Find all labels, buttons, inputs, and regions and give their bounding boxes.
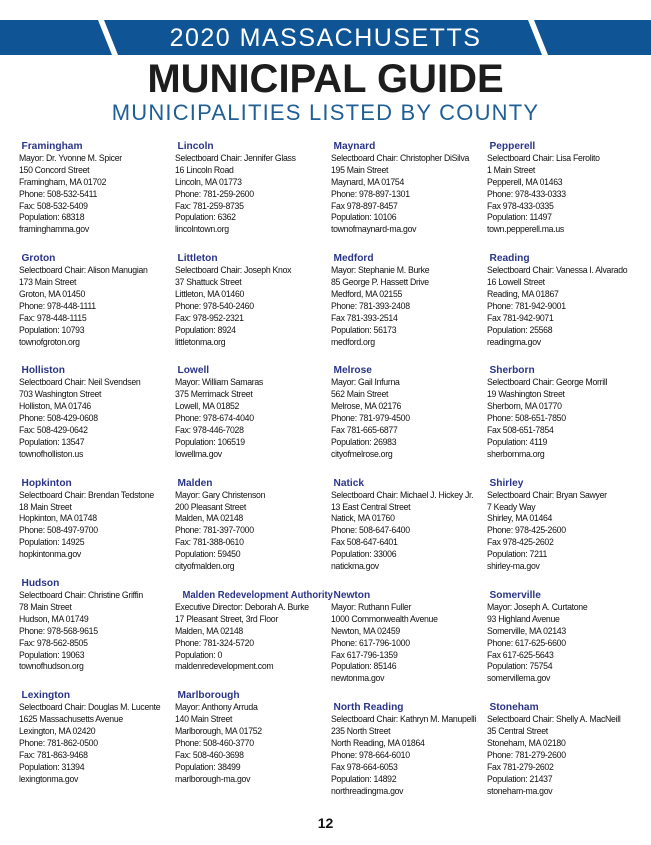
contact-line: Phone: 978-540-2460: [175, 300, 254, 311]
municipality-entry: [487, 364, 642, 460]
directory-column: [175, 140, 333, 802]
contact-line: Phone: 978-897-1301: [331, 188, 410, 199]
contact-line: 1000 Commonwealth Avenue: [331, 613, 438, 624]
municipality-entry: [175, 364, 330, 460]
contact-line: Population: 75754: [487, 661, 553, 672]
contact-line: Fax 617-796-1359: [331, 649, 398, 660]
municipality-name: Lincoln: [177, 140, 214, 152]
contact-line: Fax: 508-429-0642: [19, 425, 88, 436]
contact-line: Phone: 978-674-4040: [175, 413, 254, 424]
contact-line: Phone: 508-460-3770: [175, 737, 254, 748]
contact-line: Population: 13547: [19, 436, 85, 447]
contact-line: Fax: 508-532-5409: [19, 200, 88, 211]
website-text: shirley-ma.gov: [487, 561, 540, 572]
contact-line: Executive Director: Deborah A. Burke: [175, 601, 309, 612]
contact-line: 85 George P. Hassett Drive: [331, 277, 429, 288]
contact-line: Selectboard Chair: Douglas M. Lucente: [19, 702, 161, 713]
contact-line: Maynard, MA 01754: [331, 176, 405, 187]
contact-line: 200 Pleasant Street: [175, 501, 246, 512]
contact-line: Population: 14925: [19, 537, 85, 548]
municipality-entry: [19, 252, 174, 348]
contact-line: Population: 56173: [331, 324, 397, 335]
contact-line: Population: 14892: [331, 773, 397, 784]
municipality-name: Natick: [333, 476, 364, 489]
municipality-entry: [487, 252, 642, 348]
contact-line: 375 Merrimack Street: [175, 389, 253, 400]
contact-line: Hopkinton, MA 01748: [19, 513, 97, 524]
contact-line: Mayor: Joseph A. Curtatone: [487, 601, 588, 612]
website-text: lincolntown.org: [175, 224, 229, 235]
contact-line: 35 Central Street: [487, 726, 548, 737]
website-text: hopkintonma.gov: [19, 549, 81, 560]
website-text: sherbornma.org: [487, 448, 545, 459]
municipality-name: Framingham: [21, 140, 83, 152]
contact-line: Population: 7211: [487, 549, 548, 560]
website-text: lowellma.gov: [175, 448, 222, 459]
contact-line: Fax: 781-388-0610: [175, 537, 244, 548]
page-title: MUNICIPAL GUIDE: [147, 57, 504, 101]
contact-line: Phone: 978-448-1111: [19, 300, 96, 311]
contact-line: Mayor: Gary Christenson: [175, 489, 266, 500]
contact-line: 16 Lincoln Road: [175, 164, 234, 175]
municipality-entry: [175, 477, 330, 573]
contact-line: Phone: 508-532-5411: [19, 188, 98, 199]
contact-line: 13 East Central Street: [331, 501, 411, 512]
contact-line: Selectboard Chair: Vanessa I. Alvarado: [487, 265, 628, 276]
contact-line: Reading, MA 01867: [487, 289, 559, 300]
contact-line: Phone: 978-425-2600: [487, 525, 566, 536]
contact-line: Littleton, MA 01460: [175, 289, 245, 300]
contact-line: 7 Keady Way: [487, 501, 536, 512]
municipality-entry: [331, 364, 486, 460]
contact-line: 195 Main Street: [331, 164, 389, 175]
website-text: cityofmelrose.org: [331, 448, 393, 459]
contact-line: Medford, MA 02155: [331, 289, 403, 300]
contact-line: Phone: 617-625-6600: [487, 637, 566, 648]
contact-line: Population: 10793: [19, 324, 85, 335]
website-text: townofhudson.org: [19, 661, 84, 672]
contact-line: Population: 10106: [331, 212, 397, 223]
website-text: marlborough-ma.gov: [175, 773, 251, 784]
contact-line: 16 Lowell Street: [487, 277, 545, 288]
contact-line: Lowell, MA 01852: [175, 401, 240, 412]
contact-line: Lincoln, MA 01773: [175, 176, 242, 187]
website-text: natickma.gov: [331, 561, 379, 572]
contact-line: Selectboard Chair: Michael J. Hickey Jr.: [331, 489, 474, 500]
contact-line: Fax: 978-952-2321: [175, 312, 244, 323]
municipality-name: Hudson: [21, 577, 60, 590]
municipality-entry: [487, 140, 642, 236]
municipality-name: Hopkinton: [21, 476, 72, 489]
contact-line: Fax 781-942-9071: [487, 312, 554, 323]
contact-line: Fax: 781-259-8735: [175, 200, 244, 211]
contact-line: Population: 33006: [331, 549, 397, 560]
contact-line: Phone: 978-664-6010: [331, 749, 410, 760]
municipality-entry: [175, 252, 330, 348]
municipality-name: Stoneham: [489, 701, 539, 714]
municipality-name: Newton: [333, 588, 371, 601]
contact-line: Phone: 617-796-1000: [331, 637, 410, 648]
website-text: town.pepperell.ma.us: [487, 224, 564, 235]
header-banner: [0, 20, 651, 55]
contact-line: Selectboard Chair: Christopher DiSilva: [331, 153, 470, 163]
website-text: medford.org: [331, 336, 375, 347]
website-text: townofholliston.us: [19, 448, 84, 459]
page-subtitle: MUNICIPALITIES LISTED BY COUNTY: [111, 100, 540, 125]
municipality-name: Medford: [333, 252, 374, 265]
municipality-entry: [331, 477, 486, 573]
contact-line: Groton, MA 01450: [19, 289, 86, 300]
website-text: maldenredevelopment.com: [175, 661, 274, 672]
contact-line: Fax: 781-863-9468: [19, 749, 88, 760]
municipality-name: Melrose: [333, 364, 372, 377]
contact-line: Selectboard Chair: Neil Svendsen: [19, 377, 141, 388]
contact-line: Selectboard Chair: Joseph Knox: [175, 265, 292, 276]
contact-line: Phone: 781-942-9001: [487, 300, 566, 311]
contact-line: 18 Main Street: [19, 501, 72, 512]
contact-line: Phone: 781-862-0500: [19, 737, 98, 748]
contact-line: Fax: 978-446-7028: [175, 425, 244, 436]
website-text: readingma.gov: [487, 336, 541, 347]
website-text: townofgroton.org: [19, 336, 80, 347]
website-text: lexingtonma.gov: [19, 773, 79, 784]
municipality-entry: [19, 577, 174, 673]
contact-line: Holliston, MA 01746: [19, 401, 91, 412]
municipality-entry: [19, 689, 174, 785]
contact-line: Selectboard Chair: Jennifer Glass: [175, 153, 296, 163]
website-text: cityofmalden.org: [175, 561, 235, 572]
municipality-entry: [331, 589, 486, 685]
municipality-entry: [487, 589, 642, 685]
contact-line: Mayor: Anthony Arruda: [175, 702, 258, 713]
contact-line: Marlborough, MA 01752: [175, 726, 262, 737]
municipality-name: North Reading: [333, 701, 404, 714]
municipality-name: Sherborn: [489, 364, 535, 377]
municipality-entry: [175, 140, 330, 236]
contact-line: North Reading, MA 01864: [331, 737, 425, 748]
contact-line: Fax: 978-562-8505: [19, 637, 88, 648]
contact-line: Selectboard Chair: Bryan Sawyer: [487, 489, 607, 500]
contact-line: Fax 978-664-6053: [331, 761, 398, 772]
contact-line: Phone: 781-324-5720: [175, 637, 254, 648]
contact-line: Population: 26983: [331, 436, 397, 447]
contact-line: 140 Main Street: [175, 714, 233, 725]
contact-line: Population: 59450: [175, 549, 241, 560]
contact-line: Natick, MA 01760: [331, 513, 395, 524]
contact-line: Phone: 781-397-7000: [175, 525, 254, 536]
municipality-entry: [175, 588, 333, 673]
contact-line: 19 Washington Street: [487, 389, 565, 400]
contact-line: Fax 978-425-2602: [487, 537, 554, 548]
contact-line: Mayor: Dr. Yvonne M. Spicer: [19, 153, 122, 163]
contact-line: Framingham, MA 01702: [19, 176, 107, 187]
contact-line: Selectboard Chair: Shelly A. MacNeill: [487, 714, 621, 725]
directory-column: [19, 140, 174, 802]
contact-line: 562 Main Street: [331, 389, 389, 400]
contact-line: 1625 Massachusetts Avenue: [19, 714, 123, 725]
contact-line: Lexington, MA 02420: [19, 726, 96, 737]
contact-line: Population: 106519: [175, 436, 245, 447]
contact-line: Mayor: Ruthann Fuller: [331, 601, 412, 612]
municipality-name: Shirley: [489, 476, 524, 489]
contact-line: Phone: 508-429-0608: [19, 413, 98, 424]
municipality-entry: [175, 689, 330, 785]
contact-line: Mayor: William Samaras: [175, 377, 263, 388]
website-text: framinghamma.gov: [19, 224, 89, 235]
contact-line: Phone: 781-259-2600: [175, 188, 254, 199]
contact-line: Population: 8924: [175, 324, 236, 335]
contact-line: Fax 978-433-0335: [487, 200, 554, 211]
municipality-entry: [19, 140, 174, 236]
municipality-entry: [331, 252, 486, 348]
contact-line: 17 Pleasant Street, 3rd Floor: [175, 613, 278, 624]
contact-line: Phone: 781-393-2408: [331, 300, 410, 311]
contact-line: Selectboard Chair: Alison Manugian: [19, 265, 148, 276]
contact-line: Population: 19063: [19, 649, 85, 660]
contact-line: Population: 6362: [175, 212, 236, 223]
contact-line: Hudson, MA 01749: [19, 613, 89, 624]
contact-line: Newton, MA 02459: [331, 625, 400, 636]
contact-line: Selectboard Chair: Brendan Tedstone: [19, 489, 154, 500]
contact-line: Phone: 978-433-0333: [487, 188, 566, 199]
contact-line: Malden, MA 02148: [175, 625, 243, 636]
municipality-name: Malden Redevelopment Authority: [182, 588, 333, 601]
municipality-entry: [487, 701, 642, 797]
banner-title: 2020 MASSACHUSETTS: [169, 24, 482, 52]
contact-line: Shirley, MA 01464: [487, 513, 553, 524]
municipality-name: Marlborough: [177, 689, 240, 702]
municipality-name: Maynard: [333, 140, 376, 152]
contact-line: Pepperell, MA 01463: [487, 176, 563, 187]
website-text: newtonma.gov: [331, 673, 385, 684]
contact-line: Mayor: Gail Infurna: [331, 377, 400, 388]
contact-line: Phone: 508-647-6400: [331, 525, 410, 536]
contact-line: Population: 38499: [175, 761, 241, 772]
municipality-name: Somerville: [489, 588, 541, 601]
municipality-name: Reading: [489, 252, 530, 265]
contact-line: Population: 4119: [487, 436, 548, 447]
contact-line: Population: 0: [175, 649, 223, 660]
contact-line: 173 Main Street: [19, 277, 77, 288]
contact-line: Malden, MA 02148: [175, 513, 243, 524]
page-number: 12: [317, 815, 334, 831]
contact-line: Fax 781-279-2602: [487, 761, 554, 772]
contact-line: Phone: 508-651-7850: [487, 413, 566, 424]
contact-line: Phone: 978-568-9615: [19, 625, 98, 636]
contact-line: Stoneham, MA 02180: [487, 737, 566, 748]
municipality-entry: [331, 140, 486, 236]
contact-line: Selectboard Chair: George Morrill: [487, 377, 608, 388]
contact-line: 78 Main Street: [19, 601, 72, 612]
contact-line: 93 Highland Avenue: [487, 613, 560, 624]
directory-column: [487, 140, 642, 813]
municipality-name: Groton: [21, 252, 56, 265]
contact-line: Fax 781-665-6877: [331, 425, 398, 436]
contact-line: Selectboard Chair: Lisa Ferolito: [487, 153, 600, 163]
contact-line: Somerville, MA 02143: [487, 625, 566, 636]
contact-line: 150 Concord Street: [19, 164, 90, 175]
municipality-entry: [331, 701, 486, 797]
contact-line: Fax: 978-448-1115: [19, 312, 87, 323]
contact-line: 235 North Street: [331, 726, 391, 737]
website-text: somervillema.gov: [487, 673, 551, 684]
contact-line: Population: 85146: [331, 661, 397, 672]
contact-line: Melrose, MA 02176: [331, 401, 402, 412]
directory-column: [331, 140, 486, 813]
contact-line: Sherborn, MA 01770: [487, 401, 562, 412]
contact-line: Fax: 508-460-3698: [175, 749, 244, 760]
contact-line: Phone: 781-279-2600: [487, 749, 566, 760]
website-text: stoneham-ma.gov: [487, 785, 553, 796]
municipality-name: Pepperell: [489, 140, 536, 152]
contact-line: 1 Main Street: [487, 164, 536, 175]
municipality-name: Littleton: [177, 252, 218, 265]
contact-line: Phone: 508-497-9700: [19, 525, 98, 536]
website-text: townofmaynard-ma.gov: [331, 224, 417, 235]
municipality-name: Lexington: [21, 689, 71, 702]
contact-line: Phone: 781-979-4500: [331, 413, 410, 424]
contact-line: Selectboard Chair: Kathryn M. Manupelli: [331, 714, 477, 725]
contact-line: 703 Washington Street: [19, 389, 102, 400]
contact-line: Mayor: Stephanie M. Burke: [331, 265, 430, 276]
contact-line: Fax 978-897-8457: [331, 200, 398, 211]
contact-line: 37 Shattuck Street: [175, 277, 242, 288]
contact-line: Fax 781-393-2514: [331, 312, 398, 323]
municipality-entry: [19, 364, 174, 460]
website-text: littletonma.org: [175, 336, 226, 347]
contact-line: Selectboard Chair: Christine Griffin: [19, 590, 143, 601]
contact-line: Population: 11497: [487, 212, 552, 223]
municipality-entry: [19, 477, 174, 561]
contact-line: Fax 508-651-7854: [487, 425, 554, 436]
contact-line: Fax 617-625-5643: [487, 649, 554, 660]
municipality-name: Holliston: [21, 364, 65, 377]
contact-line: Population: 31394: [19, 761, 85, 772]
municipality-name: Lowell: [177, 364, 210, 377]
municipality-entry: [487, 477, 642, 573]
contact-line: Population: 21437: [487, 773, 553, 784]
contact-line: Fax 508-647-6401: [331, 537, 398, 548]
contact-line: Population: 68318: [19, 212, 85, 223]
website-text: northreadingma.gov: [331, 785, 404, 796]
contact-line: Population: 25568: [487, 324, 553, 335]
municipality-name: Malden: [177, 476, 213, 489]
